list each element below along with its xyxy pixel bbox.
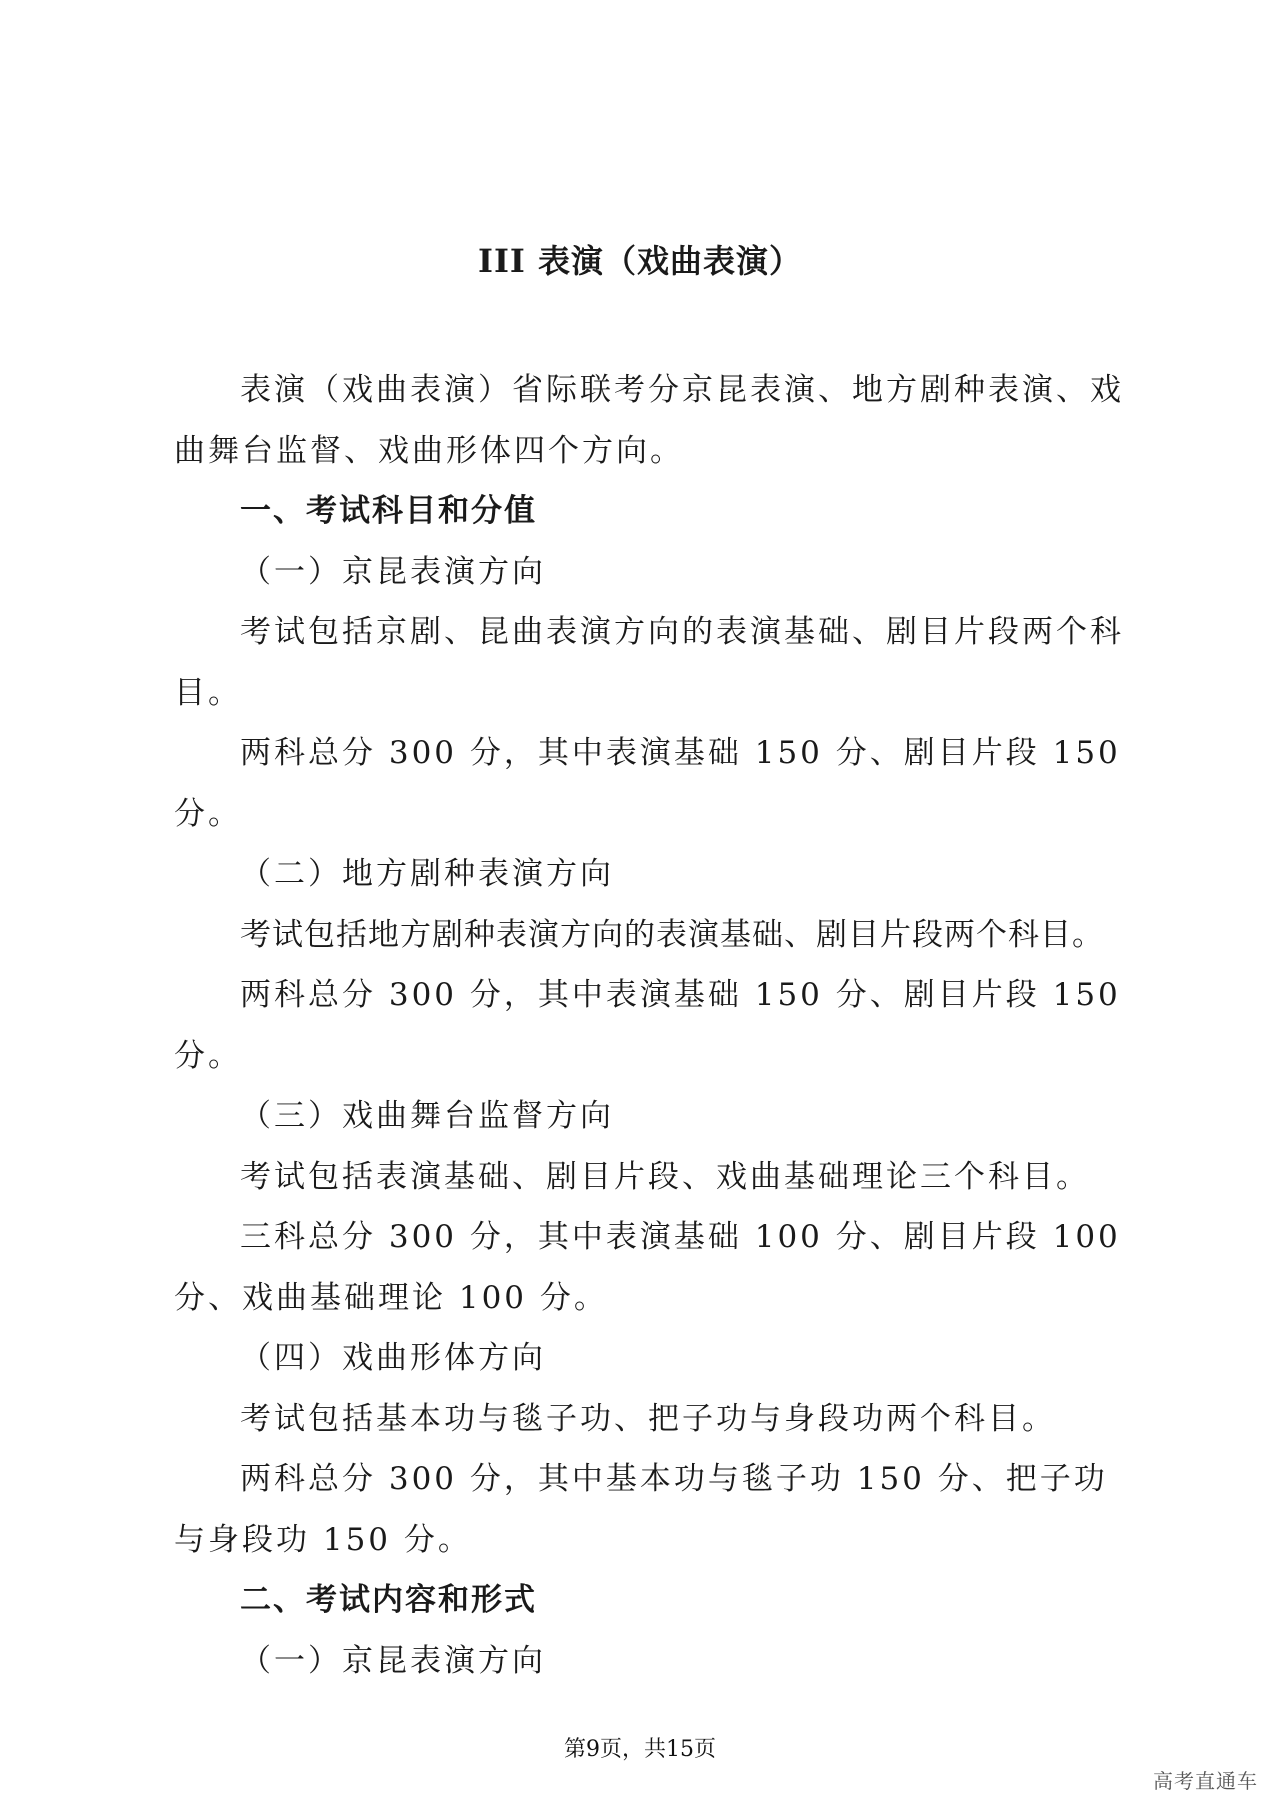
subsection-heading: （四）戏曲形体方向 <box>240 1340 546 1376</box>
paragraph: 两科总分 300 分，其中表演基础 150 分、剧目片段 150 分。 <box>174 977 1121 1074</box>
subsection-heading: （二）地方剧种表演方向 <box>240 856 614 892</box>
document-body <box>174 360 1134 1691</box>
paragraph: 两科总分 300 分，其中基本功与毯子功 150 分、把子功与身段功 150 分。 <box>174 1461 1108 1558</box>
subsection-heading: （一）京昆表演方向 <box>240 1642 546 1679</box>
watermark: 高考直通车 <box>1153 1769 1258 1793</box>
subsection-heading: （一）京昆表演方向 <box>240 553 546 590</box>
subsection-heading: （三）戏曲舞台监督方向 <box>240 1098 614 1134</box>
section-heading: 二、考试内容和形式 <box>240 1582 537 1618</box>
section-heading: 一、考试科目和分值 <box>240 493 537 529</box>
paragraph: 考试包括京剧、昆曲表演方向的表演基础、剧目片段两个科目。 <box>174 614 1124 711</box>
paragraph: 考试包括基本功与毯子功、把子功与身段功两个科目。 <box>240 1400 1056 1437</box>
paragraph: 三科总分 300 分，其中表演基础 100 分、剧目片段 100 分、戏曲基础理论 100 分。 <box>174 1219 1121 1316</box>
page-title: III 表演（戏曲表演） <box>477 242 803 280</box>
paragraph: 考试包括地方剧种表演方向的表演基础、剧目片段两个科目。 <box>240 916 1104 953</box>
paragraph: 考试包括表演基础、剧目片段、戏曲基础理论三个科目。 <box>240 1158 1090 1195</box>
page-footer: 第9页，共15页 <box>564 1737 716 1762</box>
paragraph: 表演（戏曲表演）省际联考分京昆表演、地方剧种表演、戏曲舞台监督、戏曲形体四个方向。 <box>174 372 1124 469</box>
paragraph: 两科总分 300 分，其中表演基础 150 分、剧目片段 150 分。 <box>174 735 1121 832</box>
